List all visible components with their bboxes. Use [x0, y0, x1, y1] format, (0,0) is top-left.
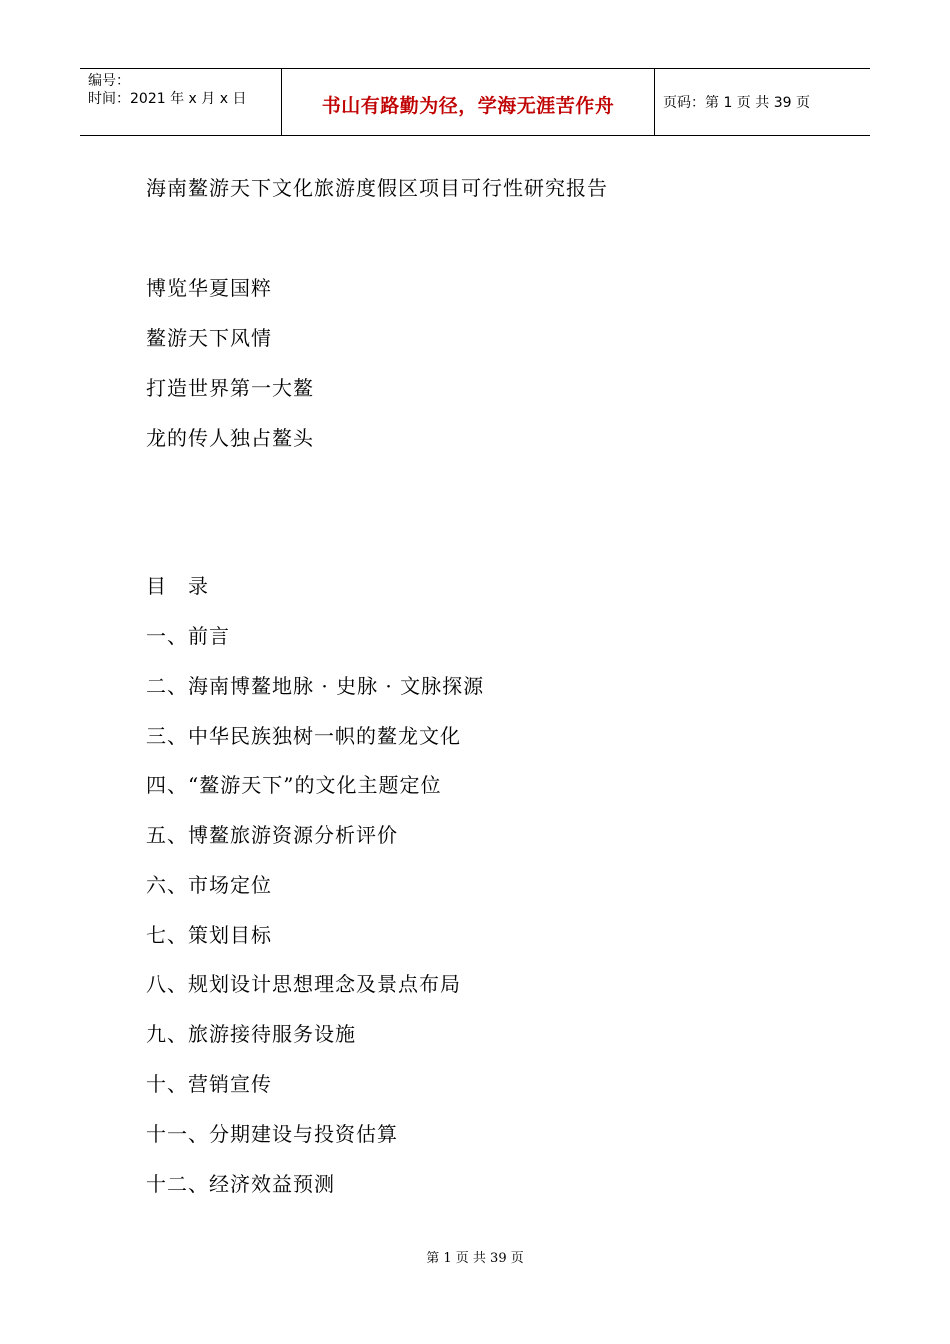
toc-heading: 目 录: [146, 574, 209, 598]
toc-item: 一、前言: [146, 624, 230, 648]
document-title: 海南鳌游天下文化旅游度假区项目可行性研究报告: [146, 176, 608, 200]
toc-item: 八、规划设计思想理念及景点布局: [146, 972, 461, 996]
toc-item: 十二、经济效益预测: [146, 1172, 335, 1196]
slogan-line: 龙的传人独占鳌头: [146, 426, 314, 450]
toc-item: 三、中华民族独树一帜的鳌龙文化: [146, 724, 461, 748]
toc-item: 十一、分期建设与投资估算: [146, 1122, 398, 1146]
document-time-label: 时间：2021 年 x 月 x 日: [88, 91, 247, 107]
toc-item: 九、旅游接待服务设施: [146, 1022, 356, 1046]
toc-item: 五、博鳌旅游资源分析评价: [146, 823, 398, 847]
page-footer: 第 1 页 共 39 页: [426, 1251, 524, 1266]
slogan-line: 打造世界第一大鳌: [146, 376, 314, 400]
document-number-label: 编号：: [88, 73, 130, 89]
slogan-line: 鳌游天下风情: [146, 326, 272, 350]
header-meta-cell: [80, 69, 282, 135]
page-header: [80, 68, 870, 136]
header-page-cell: [655, 69, 870, 135]
toc-item: 七、策划目标: [146, 923, 272, 947]
toc-item: 十、营销宣传: [146, 1072, 272, 1096]
header-motto-cell: [282, 69, 655, 135]
toc-item: 二、海南博鳌地脉 · 史脉 · 文脉探源: [146, 674, 485, 698]
slogan-line: 博览华夏国粹: [146, 276, 272, 300]
toc-item: 四、“鳌游天下”的文化主题定位: [146, 773, 442, 797]
header-motto: 书山有路勤为径，学海无涯苦作舟: [321, 94, 615, 117]
toc-item: 六、市场定位: [146, 873, 272, 897]
header-page-info: 页码：第 1 页 共 39 页: [663, 95, 810, 111]
